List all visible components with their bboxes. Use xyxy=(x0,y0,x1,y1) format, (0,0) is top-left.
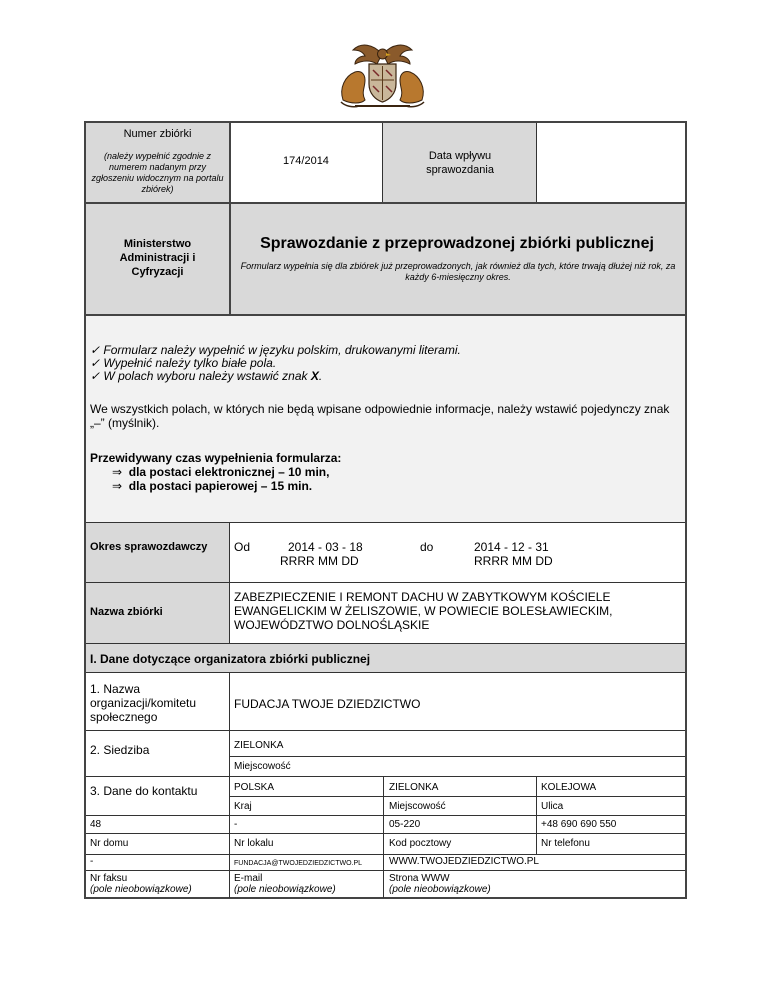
divider xyxy=(536,123,537,202)
city-caption: Miejscowość xyxy=(389,801,446,812)
ministry-name: Ministerstwo Administracji i Cyfryzacji xyxy=(119,238,196,278)
period-to-format: RRRR MM DD xyxy=(474,554,553,568)
www-value[interactable]: WWW.TWOJEDZIEDZICTWO.PL xyxy=(389,856,539,867)
contact-label: 3. Dane do kontaktu xyxy=(90,784,198,798)
divider xyxy=(86,643,685,644)
divider xyxy=(86,833,685,834)
time-item-paper: ⇒ dla postaci papierowej – 15 min. xyxy=(112,479,313,493)
instruction-1: ✓ Formularz należy wypełnić w języku polskim, drukowanymi literami. xyxy=(90,343,461,357)
divider xyxy=(86,582,685,583)
fax-caption: Nr faksu xyxy=(90,873,128,884)
period-from-date[interactable]: 2014 - 03 - 18 xyxy=(288,540,363,554)
divider xyxy=(86,202,685,204)
divider xyxy=(86,854,685,855)
divider xyxy=(86,522,685,523)
time-heading: Przewidywany czas wypełnienia formularza: xyxy=(90,451,342,465)
divider xyxy=(86,314,685,316)
period-from-label: Od xyxy=(234,540,251,554)
numer-value[interactable]: 174/2014 xyxy=(283,155,329,167)
seat-label: 2. Siedziba xyxy=(90,743,150,757)
checkmark-icon: ✓ xyxy=(90,369,101,383)
eagle-emblem xyxy=(335,40,430,112)
form-title: Sprawozdanie z przeprowadzonej zbiórki publicznej xyxy=(260,235,654,252)
fax-value[interactable]: - xyxy=(90,856,94,867)
numer-note: (należy wypełnić zgodnie z numerem nadanym przy zgłoszeniu widocznym na portalu zbiórek) xyxy=(91,151,224,194)
dash-note: We wszystkich polach, w których nie będą wpisane odpowiednie informacje, należy wstawić pojedynczy znak „–” (myślnik). xyxy=(90,402,670,430)
period-to-label: do xyxy=(420,540,434,554)
email-note: (pole nieobowiązkowe) xyxy=(234,884,336,895)
divider xyxy=(229,522,230,643)
arrow-icon: ⇒ xyxy=(112,479,123,493)
instruction-3: ✓ W polach wyboru należy wstawić znak X. xyxy=(90,369,323,383)
period-from-format: RRRR MM DD xyxy=(280,554,359,568)
period-label: Okres sprawozdawczy xyxy=(90,541,208,553)
house-caption: Nr domu xyxy=(90,838,129,849)
divider xyxy=(86,870,685,871)
period-to-date[interactable]: 2014 - 12 - 31 xyxy=(474,540,549,554)
instruction-2: ✓ Wypełnić należy tylko białe pola. xyxy=(90,356,277,370)
zip-value[interactable]: 05-220 xyxy=(389,819,421,830)
seat-caption: Miejscowość xyxy=(234,761,291,772)
street-caption: Ulica xyxy=(541,801,564,812)
divider xyxy=(86,672,685,673)
form-subtitle: Formularz wypełnia się dla zbiórek już przeprowadzonych, jak również dla tych, które trwają dłużej niż rok, za każdy 6-miesięczny okres. xyxy=(240,261,676,282)
email-value[interactable]: FUNDACJA@TWOJEDZIEDZICTWO.PL xyxy=(234,860,363,867)
country-caption: Kraj xyxy=(234,801,252,812)
street-value[interactable]: KOLEJOWA xyxy=(541,782,597,793)
checkmark-icon: ✓ xyxy=(90,356,101,370)
divider xyxy=(383,776,384,898)
numer-label: Numer zbiórki xyxy=(123,128,192,140)
divider xyxy=(536,776,537,854)
org-label: 1. Nazwa organizacji/komitetu społecznego xyxy=(90,682,197,724)
fax-note: (pole nieobowiązkowe) xyxy=(90,884,192,895)
phone-value[interactable]: +48 690 690 550 xyxy=(541,819,617,830)
arrow-icon: ⇒ xyxy=(112,465,123,479)
divider xyxy=(382,123,383,202)
apt-caption: Nr lokalu xyxy=(234,838,274,849)
apt-value[interactable]: - xyxy=(234,819,238,830)
collection-label: Nazwa zbiórki xyxy=(90,606,163,618)
www-caption: Strona WWW xyxy=(389,873,450,884)
data-wplywu-label: Data wpływu sprawozdania xyxy=(426,150,494,176)
org-value[interactable]: FUDACJA TWOJE DZIEDZICTWO xyxy=(234,697,421,711)
city-value[interactable]: ZIELONKA xyxy=(389,782,439,793)
phone-caption: Nr telefonu xyxy=(541,838,590,849)
country-value[interactable]: POLSKA xyxy=(234,782,275,793)
checkmark-icon: ✓ xyxy=(90,343,101,357)
divider xyxy=(86,730,685,731)
time-item-electronic: ⇒ dla postaci elektronicznej – 10 min, xyxy=(112,465,330,479)
seat-value[interactable]: ZIELONKA xyxy=(234,740,284,751)
divider xyxy=(86,815,685,816)
house-value[interactable]: 48 xyxy=(90,819,102,830)
collection-value[interactable]: ZABEZPIECZENIE I REMONT DACHU W ZABYTKOWYM KOŚCIELE EWANGELICKIM W ŻELISZOWIE, W POWIECIE BOLESŁAWIECKIM, WOJEWÓDZTWO DOLNOŚLĄSKIE xyxy=(234,590,613,632)
zip-caption: Kod pocztowy xyxy=(389,838,452,849)
email-caption: E-mail xyxy=(234,873,263,884)
www-note: (pole nieobowiązkowe) xyxy=(389,884,491,895)
divider xyxy=(229,796,685,797)
divider xyxy=(229,123,231,314)
divider xyxy=(229,672,230,898)
divider xyxy=(229,756,685,757)
divider xyxy=(86,776,685,777)
section1-title: I. Dane dotyczące organizatora zbiórki publicznej xyxy=(90,652,371,666)
